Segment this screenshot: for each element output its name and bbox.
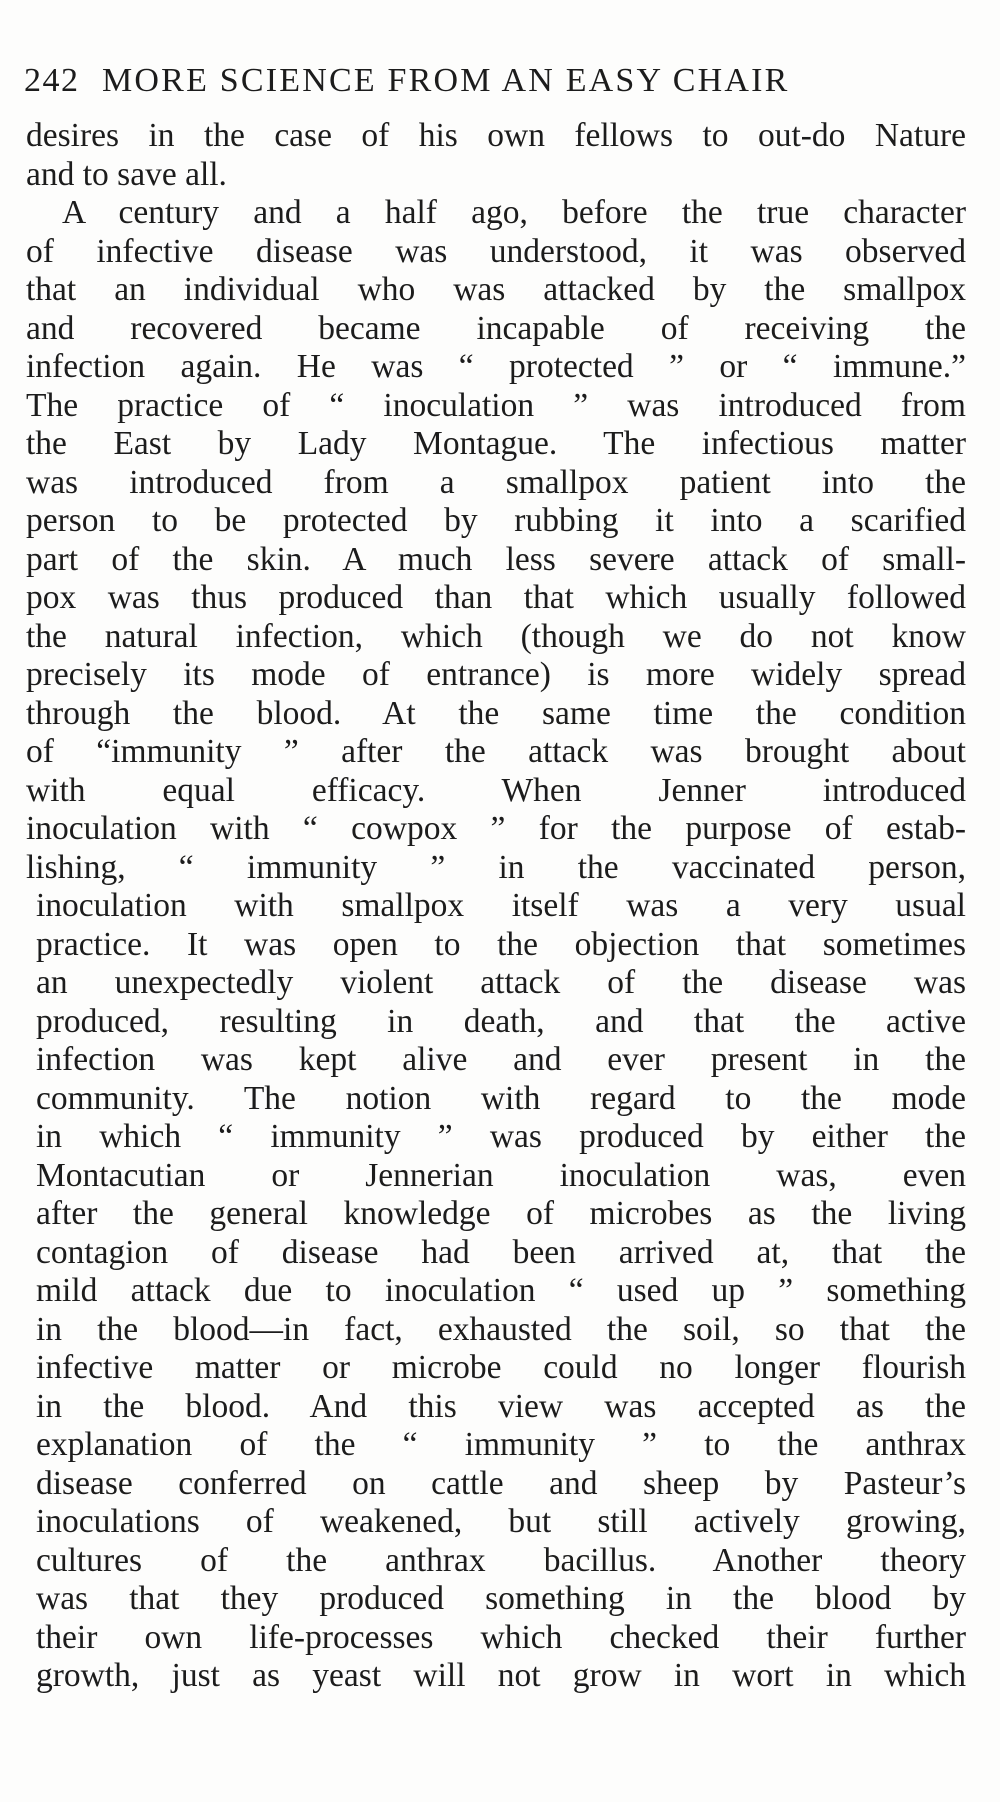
text-line: the natural infection, which (though we do not know [26,617,966,655]
text-line: infection again. He was “ protected ” or “ immune.” [26,348,966,385]
text-line: through the blood. At the same time the condition [26,694,966,732]
text-line: The practice of “ inoculation ” was introduced from [26,386,966,424]
text-line: inoculations of weakened, but still actively growing, [36,1503,966,1540]
text-line: precisely its mode of entrance) is more widely spread [26,656,966,693]
text-line: growth, just as yeast will not grow in wort in which [36,1657,966,1694]
text-line: an unexpectedly violent attack of the disease was [36,964,966,1001]
text-line: inoculation with “ cowpox ” for the purpose of estab- [26,810,966,847]
text-line: infection was kept alive and ever present in the [36,1041,966,1078]
text-line: practice. It was open to the objection that sometimes [36,925,966,963]
text-line: and to save all. [26,155,227,193]
page-number: 242 [24,62,80,99]
text-line: contagion of disease had been arrived at, that the [36,1233,966,1271]
text-line: disease conferred on cattle and sheep by Pasteur’s [36,1464,966,1502]
running-title: MORE SCIENCE FROM AN EASY CHAIR [102,62,790,99]
text-line: infective matter or microbe could no longer flourish [36,1349,966,1386]
body-text [26,117,966,1696]
text-line: with equal efficacy. When Jenner introduced [26,771,966,809]
text-line: person to be protected by rubbing it into a scarified [26,502,966,539]
text-line: community. The notion with regard to the mode [36,1079,966,1117]
text-line: explanation of the “ immunity ” to the anthrax [36,1426,966,1463]
text-line: desires in the case of his own fellows to out-do Nature [26,117,966,154]
text-line: in which “ immunity ” was produced by either the [36,1118,966,1155]
running-head [24,58,964,104]
text-line: lishing, “ immunity ” in the vaccinated person, [26,848,966,886]
text-line: the East by Lady Montague. The infectious matter [26,425,966,462]
text-line: of “immunity ” after the attack was brought about [26,733,966,770]
text-line: that an individual who was attacked by the smallpox [26,271,966,308]
text-line: Montacutian or Jennerian inoculation was, even [36,1156,966,1194]
text-line: was introduced from a smallpox patient into the [26,463,966,501]
text-line: pox was thus produced than that which usually followed [26,579,966,616]
text-line: their own life-processes which checked their further [36,1618,966,1656]
text-line: mild attack due to inoculation “ used up ” something [36,1272,966,1309]
text-line: of infective disease was understood, it was observed [26,232,966,270]
text-line: inoculation with smallpox itself was a very usual [36,887,966,924]
text-line: in the blood—in fact, exhausted the soil, so that the [36,1310,966,1348]
text-line: after the general knowledge of microbes as the living [36,1195,966,1232]
text-line: cultures of the anthrax bacillus. Another theory [36,1541,966,1579]
text-line: and recovered became incapable of receiving the [26,309,966,347]
text-line: in the blood. And this view was accepted as the [36,1387,966,1425]
text-line: was that they produced something in the blood by [36,1580,966,1617]
text-line: A century and a half ago, before the true character [62,194,966,231]
text-line: produced, resulting in death, and that the active [36,1002,966,1040]
text-line: part of the skin. A much less severe attack of small- [26,540,966,578]
